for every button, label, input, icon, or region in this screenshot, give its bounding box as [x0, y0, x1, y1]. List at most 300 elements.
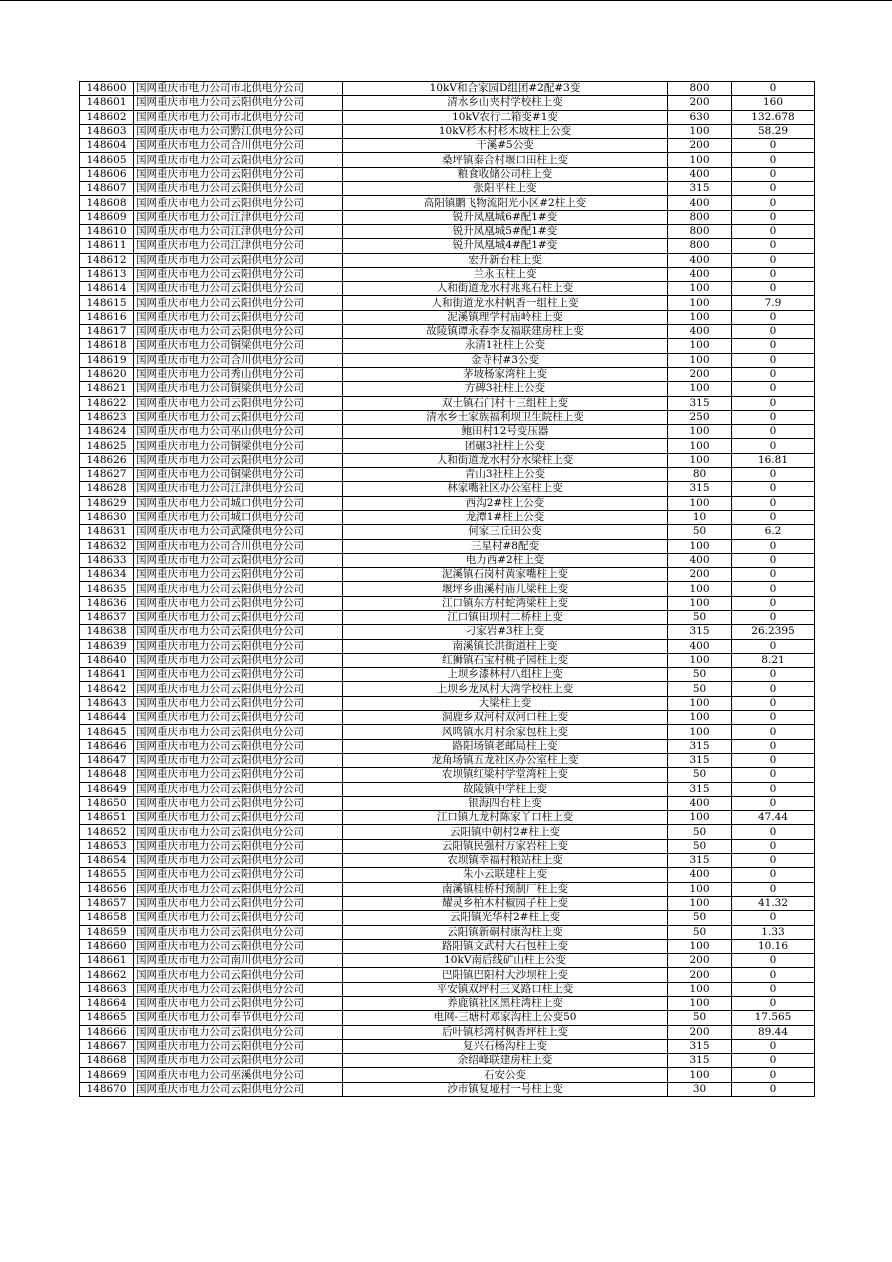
capacity-cell: 400 — [668, 196, 732, 210]
value-cell: 0 — [732, 496, 815, 510]
transformer-name-cell: 云阳镇光华村2#柱上变 — [343, 911, 668, 925]
record-id-cell: 148646 — [80, 739, 134, 753]
record-id-cell: 148625 — [80, 439, 134, 453]
table-row — [80, 982, 815, 996]
capacity-cell: 200 — [668, 1025, 732, 1039]
value-cell: 0 — [732, 153, 815, 167]
record-id-cell: 148623 — [80, 410, 134, 424]
record-id-cell: 148609 — [80, 210, 134, 224]
table-row — [80, 239, 815, 253]
company-cell: 国网重庆市电力公司云阳供电分公司 — [134, 453, 343, 467]
table-row — [80, 182, 815, 196]
table-row — [80, 539, 815, 553]
transformer-name-cell: 锐升凤凰城6#配1#变 — [343, 210, 668, 224]
record-id-cell: 148644 — [80, 711, 134, 725]
transformer-name-cell: 兰永玉柱上变 — [343, 267, 668, 281]
record-id-cell: 148669 — [80, 1068, 134, 1082]
company-cell: 国网重庆市电力公司云阳供电分公司 — [134, 396, 343, 410]
company-cell: 国网重庆市电力公司铜梁供电分公司 — [134, 468, 343, 482]
capacity-cell: 315 — [668, 739, 732, 753]
table-row — [80, 339, 815, 353]
capacity-cell: 100 — [668, 496, 732, 510]
transformer-name-cell: 电力西#2柱上变 — [343, 553, 668, 567]
company-cell: 国网重庆市电力公司云阳供电分公司 — [134, 939, 343, 953]
company-cell: 国网重庆市电力公司云阳供电分公司 — [134, 782, 343, 796]
transformer-name-cell: 银海四台柱上变 — [343, 796, 668, 810]
company-cell: 国网重庆市电力公司市北供电分公司 — [134, 110, 343, 124]
capacity-cell: 250 — [668, 410, 732, 424]
capacity-cell: 315 — [668, 1054, 732, 1068]
transformer-name-cell: 林家嘴社区办公室柱上变 — [343, 482, 668, 496]
table-row — [80, 882, 815, 896]
value-cell: 0 — [732, 1054, 815, 1068]
transformer-name-cell: 桑坪镇泰合村堰口田柱上变 — [343, 153, 668, 167]
transformer-name-cell: 干溪#5公变 — [343, 139, 668, 153]
record-id-cell: 148603 — [80, 124, 134, 138]
transformer-name-cell: 10kV杉木村杉木坡柱上公变 — [343, 124, 668, 138]
transformer-name-cell: 泥溪镇理学村庙岭柱上变 — [343, 310, 668, 324]
record-id-cell: 148616 — [80, 310, 134, 324]
capacity-cell: 50 — [668, 925, 732, 939]
company-cell: 国网重庆市电力公司云阳供电分公司 — [134, 639, 343, 653]
capacity-cell: 100 — [668, 353, 732, 367]
company-cell: 国网重庆市电力公司云阳供电分公司 — [134, 668, 343, 682]
transformer-name-cell: 云阳镇新硐村康沟柱上变 — [343, 925, 668, 939]
company-cell: 国网重庆市电力公司云阳供电分公司 — [134, 739, 343, 753]
record-id-cell: 148619 — [80, 353, 134, 367]
table-row — [80, 253, 815, 267]
value-cell: 0 — [732, 482, 815, 496]
value-cell: 0 — [732, 868, 815, 882]
company-cell: 国网重庆市电力公司云阳供电分公司 — [134, 96, 343, 110]
capacity-cell: 400 — [668, 868, 732, 882]
transformer-name-cell: 江口镇九龙村陈家丫口柱上变 — [343, 811, 668, 825]
transformer-name-cell: 故陵镇谭永春李友福联建房柱上变 — [343, 325, 668, 339]
record-id-cell: 148650 — [80, 796, 134, 810]
transformer-name-cell: 江口镇田坝村二桥柱上变 — [343, 610, 668, 624]
company-cell: 国网重庆市电力公司云阳供电分公司 — [134, 896, 343, 910]
record-id-cell: 148665 — [80, 1011, 134, 1025]
record-id-cell: 148604 — [80, 139, 134, 153]
value-cell: 0 — [732, 510, 815, 524]
value-cell: 0 — [732, 353, 815, 367]
record-id-cell: 148606 — [80, 167, 134, 181]
capacity-cell: 100 — [668, 582, 732, 596]
record-id-cell: 148602 — [80, 110, 134, 124]
value-cell: 0 — [732, 796, 815, 810]
table-row — [80, 768, 815, 782]
capacity-cell: 100 — [668, 997, 732, 1011]
table-row — [80, 139, 815, 153]
capacity-cell: 800 — [668, 210, 732, 224]
company-cell: 国网重庆市电力公司云阳供电分公司 — [134, 1054, 343, 1068]
record-id-cell: 148640 — [80, 653, 134, 667]
company-cell: 国网重庆市电力公司云阳供电分公司 — [134, 1082, 343, 1096]
table-row — [80, 510, 815, 524]
company-cell: 国网重庆市电力公司云阳供电分公司 — [134, 582, 343, 596]
company-cell: 国网重庆市电力公司江津供电分公司 — [134, 210, 343, 224]
record-id-cell: 148658 — [80, 911, 134, 925]
transformer-name-cell: 路阳场镇老邮局柱上变 — [343, 739, 668, 753]
company-cell: 国网重庆市电力公司云阳供电分公司 — [134, 868, 343, 882]
value-cell: 0 — [732, 639, 815, 653]
transformer-name-cell: 刁家岩#3柱上变 — [343, 625, 668, 639]
capacity-cell: 100 — [668, 282, 732, 296]
transformer-name-cell: 云阳镇中朝村2#柱上变 — [343, 825, 668, 839]
value-cell: 0 — [732, 911, 815, 925]
table-row — [80, 753, 815, 767]
capacity-cell: 30 — [668, 1082, 732, 1096]
transformer-name-cell: 团碾3社柱上公变 — [343, 439, 668, 453]
transformer-name-cell: 后叶镇杉湾村枫香坪柱上变 — [343, 1025, 668, 1039]
capacity-cell: 50 — [668, 839, 732, 853]
transformer-name-cell: 风鸣镇水月村余家包柱上变 — [343, 725, 668, 739]
value-cell: 0 — [732, 339, 815, 353]
company-cell: 国网重庆市电力公司云阳供电分公司 — [134, 968, 343, 982]
value-cell: 0 — [732, 968, 815, 982]
value-cell: 0 — [732, 224, 815, 238]
company-cell: 国网重庆市电力公司云阳供电分公司 — [134, 653, 343, 667]
transformer-name-cell: 茅坡杨家湾柱上变 — [343, 367, 668, 381]
company-cell: 国网重庆市电力公司南川供电分公司 — [134, 954, 343, 968]
company-cell: 国网重庆市电力公司云阳供电分公司 — [134, 925, 343, 939]
company-cell: 国网重庆市电力公司武隆供电分公司 — [134, 525, 343, 539]
company-cell: 国网重庆市电力公司铜梁供电分公司 — [134, 382, 343, 396]
transformer-name-cell: 鲍田村12号变压器 — [343, 425, 668, 439]
table-row — [80, 725, 815, 739]
value-cell: 0 — [732, 310, 815, 324]
table-row — [80, 596, 815, 610]
transformer-name-cell: 泥溪镇石岗村黄家嘴柱上变 — [343, 568, 668, 582]
table-row — [80, 1025, 815, 1039]
record-id-cell: 148622 — [80, 396, 134, 410]
transformer-name-cell: 大梁柱上变 — [343, 696, 668, 710]
transformer-name-cell: 南溪镇桂桥村预制厂柱上变 — [343, 882, 668, 896]
record-id-cell: 148620 — [80, 367, 134, 381]
table-row — [80, 410, 815, 424]
value-cell: 0 — [732, 82, 815, 96]
capacity-cell: 315 — [668, 482, 732, 496]
value-cell: 6.2 — [732, 525, 815, 539]
capacity-cell: 50 — [668, 911, 732, 925]
company-cell: 国网重庆市电力公司云阳供电分公司 — [134, 253, 343, 267]
value-cell: 1.33 — [732, 925, 815, 939]
capacity-cell: 100 — [668, 725, 732, 739]
table-row — [80, 167, 815, 181]
table-row — [80, 196, 815, 210]
value-cell: 10.16 — [732, 939, 815, 953]
transformer-name-cell: 宏升新台柱上变 — [343, 253, 668, 267]
value-cell: 0 — [732, 825, 815, 839]
record-id-cell: 148656 — [80, 882, 134, 896]
capacity-cell: 100 — [668, 453, 732, 467]
company-cell: 国网重庆市电力公司云阳供电分公司 — [134, 982, 343, 996]
company-cell: 国网重庆市电力公司云阳供电分公司 — [134, 997, 343, 1011]
company-cell: 国网重庆市电力公司黔江供电分公司 — [134, 124, 343, 138]
transformer-name-cell: 复兴石杨沟柱上变 — [343, 1039, 668, 1053]
transformer-name-cell: 路阳镇文武村大石包柱上变 — [343, 939, 668, 953]
table-row — [80, 782, 815, 796]
capacity-cell: 200 — [668, 139, 732, 153]
company-cell: 国网重庆市电力公司云阳供电分公司 — [134, 267, 343, 281]
company-cell: 国网重庆市电力公司云阳供电分公司 — [134, 825, 343, 839]
capacity-cell: 800 — [668, 239, 732, 253]
capacity-cell: 400 — [668, 639, 732, 653]
company-cell: 国网重庆市电力公司云阳供电分公司 — [134, 282, 343, 296]
capacity-cell: 100 — [668, 310, 732, 324]
table-row — [80, 353, 815, 367]
transformer-name-cell: 农坝镇红梁村学堂湾柱上变 — [343, 768, 668, 782]
value-cell: 0 — [732, 610, 815, 624]
table-row — [80, 153, 815, 167]
record-id-cell: 148651 — [80, 811, 134, 825]
transformer-name-cell: 农坝镇幸福村粮站柱上变 — [343, 854, 668, 868]
value-cell: 0 — [732, 882, 815, 896]
value-cell: 0 — [732, 982, 815, 996]
record-id-cell: 148662 — [80, 968, 134, 982]
table-row — [80, 325, 815, 339]
record-id-cell: 148643 — [80, 696, 134, 710]
company-cell: 国网重庆市电力公司奉节供电分公司 — [134, 1011, 343, 1025]
table-row — [80, 210, 815, 224]
transformer-name-cell: 人和街道龙水村分水梁柱上变 — [343, 453, 668, 467]
company-cell: 国网重庆市电力公司江津供电分公司 — [134, 224, 343, 238]
table-row — [80, 896, 815, 910]
company-cell: 国网重庆市电力公司巫溪供电分公司 — [134, 1068, 343, 1082]
table-row — [80, 653, 815, 667]
transformer-name-cell: 10kV和合家园D组团#2配#3变 — [343, 82, 668, 96]
transformer-name-cell: 洞鹿乡双河村双河口柱上变 — [343, 711, 668, 725]
table-body — [80, 82, 815, 1097]
capacity-cell: 100 — [668, 811, 732, 825]
table-row — [80, 1082, 815, 1096]
record-id-cell: 148667 — [80, 1039, 134, 1053]
capacity-cell: 100 — [668, 596, 732, 610]
company-cell: 国网重庆市电力公司云阳供电分公司 — [134, 839, 343, 853]
record-id-cell: 148610 — [80, 224, 134, 238]
capacity-cell: 100 — [668, 696, 732, 710]
value-cell: 0 — [732, 696, 815, 710]
capacity-cell: 315 — [668, 782, 732, 796]
table-row — [80, 124, 815, 138]
capacity-cell: 400 — [668, 553, 732, 567]
company-cell: 国网重庆市电力公司云阳供电分公司 — [134, 182, 343, 196]
transformer-name-cell: 锐升凤凰城5#配1#变 — [343, 224, 668, 238]
record-id-cell: 148612 — [80, 253, 134, 267]
capacity-cell: 100 — [668, 382, 732, 396]
value-cell: 0 — [732, 954, 815, 968]
record-id-cell: 148637 — [80, 610, 134, 624]
capacity-cell: 50 — [668, 668, 732, 682]
record-id-cell: 148657 — [80, 896, 134, 910]
value-cell: 0 — [732, 668, 815, 682]
capacity-cell: 200 — [668, 954, 732, 968]
value-cell: 0 — [732, 425, 815, 439]
company-cell: 国网重庆市电力公司云阳供电分公司 — [134, 153, 343, 167]
page-top-rule — [0, 0, 892, 1]
company-cell: 国网重庆市电力公司云阳供电分公司 — [134, 682, 343, 696]
value-cell: 0 — [732, 239, 815, 253]
company-cell: 国网重庆市电力公司云阳供电分公司 — [134, 1025, 343, 1039]
value-cell: 0 — [732, 839, 815, 853]
company-cell: 国网重庆市电力公司云阳供电分公司 — [134, 196, 343, 210]
value-cell: 0 — [732, 854, 815, 868]
transformer-name-cell: 何家三丘田公变 — [343, 525, 668, 539]
capacity-cell: 50 — [668, 825, 732, 839]
table-row — [80, 696, 815, 710]
transformer-name-cell: 南溪镇长洪街道柱上变 — [343, 639, 668, 653]
value-cell: 0 — [732, 382, 815, 396]
transformer-name-cell: 龙潭1#柱上公变 — [343, 510, 668, 524]
value-cell: 17.565 — [732, 1011, 815, 1025]
table-row — [80, 1011, 815, 1025]
value-cell: 0 — [732, 196, 815, 210]
table-row — [80, 482, 815, 496]
capacity-cell: 10 — [668, 510, 732, 524]
table-row — [80, 96, 815, 110]
transformer-name-cell: 人和街道龙水村兆兆石柱上变 — [343, 282, 668, 296]
capacity-cell: 100 — [668, 296, 732, 310]
transformer-name-cell: 高阳镇鹏飞物流阳光小区#2柱上变 — [343, 196, 668, 210]
capacity-cell: 50 — [668, 682, 732, 696]
record-id-cell: 148655 — [80, 868, 134, 882]
table-row — [80, 925, 815, 939]
value-cell: 0 — [732, 396, 815, 410]
table-row — [80, 110, 815, 124]
company-cell: 国网重庆市电力公司江津供电分公司 — [134, 482, 343, 496]
transformer-name-cell: 巴阳镇巴阳村大沙坝柱上变 — [343, 968, 668, 982]
capacity-cell: 315 — [668, 625, 732, 639]
table-row — [80, 425, 815, 439]
company-cell: 国网重庆市电力公司云阳供电分公司 — [134, 167, 343, 181]
company-cell: 国网重庆市电力公司城口供电分公司 — [134, 510, 343, 524]
table-row — [80, 1039, 815, 1053]
value-cell: 0 — [732, 1082, 815, 1096]
value-cell: 0 — [732, 1039, 815, 1053]
company-cell: 国网重庆市电力公司云阳供电分公司 — [134, 296, 343, 310]
capacity-cell: 200 — [668, 968, 732, 982]
record-id-cell: 148615 — [80, 296, 134, 310]
record-id-cell: 148661 — [80, 954, 134, 968]
capacity-cell: 400 — [668, 253, 732, 267]
value-cell: 0 — [732, 253, 815, 267]
record-id-cell: 148638 — [80, 625, 134, 639]
value-cell: 0 — [732, 739, 815, 753]
value-cell: 26.2395 — [732, 625, 815, 639]
company-cell: 国网重庆市电力公司云阳供电分公司 — [134, 325, 343, 339]
record-id-cell: 148648 — [80, 768, 134, 782]
value-cell: 0 — [732, 210, 815, 224]
transformer-name-cell: 粮食收储公司柱上变 — [343, 167, 668, 181]
table-row — [80, 224, 815, 238]
company-cell: 国网重庆市电力公司云阳供电分公司 — [134, 696, 343, 710]
company-cell: 国网重庆市电力公司云阳供电分公司 — [134, 882, 343, 896]
value-cell: 0 — [732, 468, 815, 482]
record-id-cell: 148668 — [80, 1054, 134, 1068]
value-cell: 132.678 — [732, 110, 815, 124]
table-row — [80, 868, 815, 882]
capacity-cell: 100 — [668, 653, 732, 667]
capacity-cell: 100 — [668, 153, 732, 167]
transformer-name-cell: 青山3社柱上公变 — [343, 468, 668, 482]
record-id-cell: 148660 — [80, 939, 134, 953]
record-id-cell: 148636 — [80, 596, 134, 610]
value-cell: 0 — [732, 367, 815, 381]
value-cell: 0 — [732, 267, 815, 281]
value-cell: 0 — [732, 711, 815, 725]
value-cell: 0 — [732, 539, 815, 553]
capacity-cell: 50 — [668, 610, 732, 624]
company-cell: 国网重庆市电力公司云阳供电分公司 — [134, 553, 343, 567]
record-id-cell: 148632 — [80, 539, 134, 553]
value-cell: 47.44 — [732, 811, 815, 825]
transformer-table — [79, 81, 815, 1097]
table-row — [80, 568, 815, 582]
capacity-cell: 50 — [668, 1011, 732, 1025]
company-cell: 国网重庆市电力公司云阳供电分公司 — [134, 610, 343, 624]
record-id-cell: 148642 — [80, 682, 134, 696]
table-row — [80, 625, 815, 639]
capacity-cell: 50 — [668, 768, 732, 782]
table-row — [80, 367, 815, 381]
table-row — [80, 382, 815, 396]
company-cell: 国网重庆市电力公司江津供电分公司 — [134, 239, 343, 253]
capacity-cell: 400 — [668, 267, 732, 281]
record-id-cell: 148624 — [80, 425, 134, 439]
capacity-cell: 800 — [668, 224, 732, 238]
value-cell: 0 — [732, 139, 815, 153]
record-id-cell: 148607 — [80, 182, 134, 196]
record-id-cell: 148663 — [80, 982, 134, 996]
record-id-cell: 148601 — [80, 96, 134, 110]
capacity-cell: 100 — [668, 425, 732, 439]
capacity-cell: 100 — [668, 439, 732, 453]
record-id-cell: 148621 — [80, 382, 134, 396]
company-cell: 国网重庆市电力公司巫山供电分公司 — [134, 425, 343, 439]
transformer-name-cell: 故陵镇中学柱上变 — [343, 782, 668, 796]
record-id-cell: 148626 — [80, 453, 134, 467]
value-cell: 0 — [732, 553, 815, 567]
record-id-cell: 148627 — [80, 468, 134, 482]
record-id-cell: 148605 — [80, 153, 134, 167]
transformer-name-cell: 养鹿镇社区黑柱湾柱上变 — [343, 997, 668, 1011]
capacity-cell: 315 — [668, 1039, 732, 1053]
transformer-name-cell: 堰坪乡曲溪村庙儿梁柱上变 — [343, 582, 668, 596]
transformer-name-cell: 石安公变 — [343, 1068, 668, 1082]
company-cell: 国网重庆市电力公司铜梁供电分公司 — [134, 439, 343, 453]
table-row — [80, 997, 815, 1011]
table-row — [80, 711, 815, 725]
company-cell: 国网重庆市电力公司云阳供电分公司 — [134, 911, 343, 925]
transformer-name-cell: 江口镇东方村蛇湾梁柱上变 — [343, 596, 668, 610]
table-row — [80, 682, 815, 696]
company-cell: 国网重庆市电力公司云阳供电分公司 — [134, 310, 343, 324]
company-cell: 国网重庆市电力公司云阳供电分公司 — [134, 711, 343, 725]
capacity-cell: 200 — [668, 96, 732, 110]
transformer-name-cell: 红狮镇石宝村桃子园柱上变 — [343, 653, 668, 667]
record-id-cell: 148645 — [80, 725, 134, 739]
capacity-cell: 100 — [668, 939, 732, 953]
value-cell: 0 — [732, 410, 815, 424]
table-row — [80, 954, 815, 968]
company-cell: 国网重庆市电力公司城口供电分公司 — [134, 496, 343, 510]
company-cell: 国网重庆市电力公司合川供电分公司 — [134, 139, 343, 153]
record-id-cell: 148670 — [80, 1082, 134, 1096]
company-cell: 国网重庆市电力公司云阳供电分公司 — [134, 811, 343, 825]
table-row — [80, 739, 815, 753]
table-row — [80, 82, 815, 96]
transformer-name-cell: 清水乡土家族福利坝卫生院柱上变 — [343, 410, 668, 424]
